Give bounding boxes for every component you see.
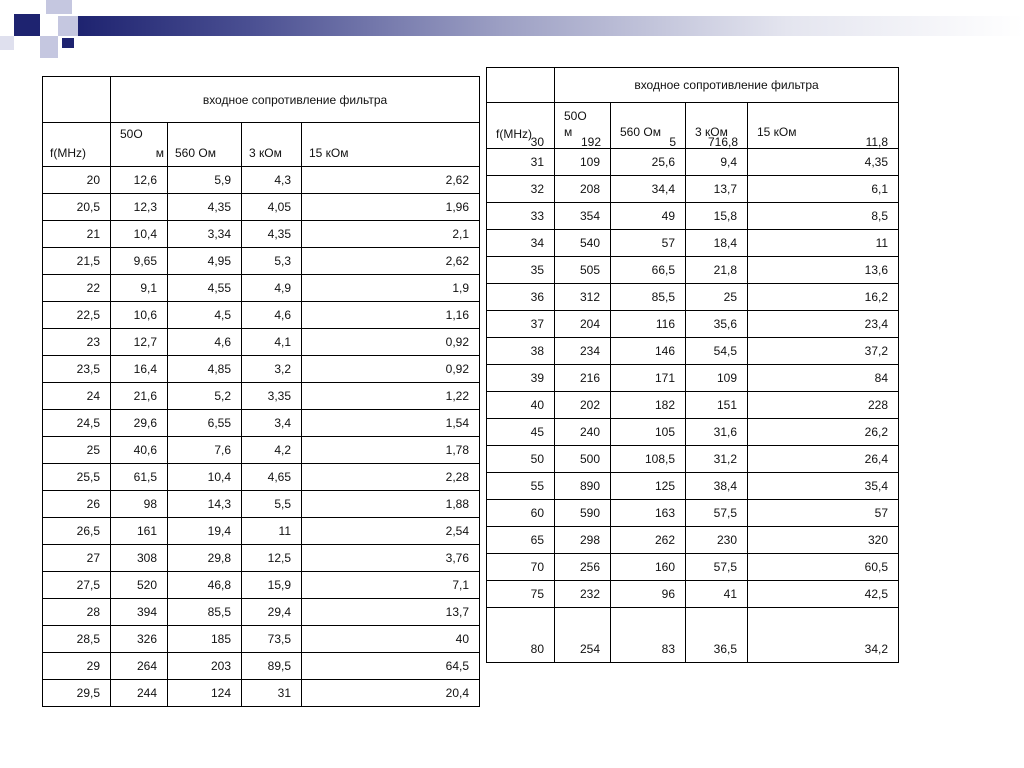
table-cell: 1,54 [302, 410, 480, 437]
decor-square-light [58, 16, 78, 36]
table-cell: 15,9 [242, 572, 302, 599]
table-cell: 9,4 [686, 149, 748, 176]
ohm50-header-bottom: м [564, 125, 573, 139]
table-row [487, 554, 899, 581]
table-cell: 125 [611, 473, 686, 500]
table-cell: 38,4 [686, 473, 748, 500]
table-cell: 26 [43, 491, 111, 518]
table-cell: 10,4 [111, 221, 168, 248]
table-cell: 116 [611, 311, 686, 338]
table-cell: 4,35 [242, 221, 302, 248]
table-cell: 25,6 [611, 149, 686, 176]
table-row [487, 446, 899, 473]
table-row [487, 311, 899, 338]
table-cell: 230 [686, 527, 748, 554]
decor-square-dark [14, 14, 40, 36]
table-cell: 208 [555, 176, 611, 203]
table-cell: 108,5 [611, 446, 686, 473]
table-cell: 5,2 [168, 383, 242, 410]
table-cell: 31,2 [686, 446, 748, 473]
table-cell: 890 [555, 473, 611, 500]
table-cell: 1,16 [302, 302, 480, 329]
table-row [487, 338, 899, 365]
table-cell: 160 [611, 554, 686, 581]
table-cell: 312 [555, 284, 611, 311]
table-row [487, 284, 899, 311]
table-cell: 500 [555, 446, 611, 473]
table-cell: 50 [487, 446, 555, 473]
table-cell: 185 [168, 626, 242, 653]
table-cell: 520 [111, 572, 168, 599]
table-cell: 1,78 [302, 437, 480, 464]
table-cell: 232 [555, 581, 611, 608]
table-cell: 2,62 [302, 167, 480, 194]
table-cell: 26,4 [748, 446, 899, 473]
ohm50-header [111, 123, 168, 167]
table-cell: 31 [487, 149, 555, 176]
table-row [43, 383, 480, 410]
table-cell: 55 [487, 473, 555, 500]
table-cell: 171 [611, 365, 686, 392]
table-cell: 16,4 [111, 356, 168, 383]
kohm15-header-cell [748, 103, 899, 149]
table-cell: 29,4 [242, 599, 302, 626]
table-row [487, 203, 899, 230]
table-cell: 25,5 [43, 464, 111, 491]
table-row [487, 149, 899, 176]
table-cell: 12,6 [111, 167, 168, 194]
table-cell: 3,34 [168, 221, 242, 248]
table-row [487, 176, 899, 203]
table-cell: 80 [487, 608, 555, 663]
table-row [43, 491, 480, 518]
table-cell: 4,55 [168, 275, 242, 302]
table-cell: 4,3 [242, 167, 302, 194]
table-cell: 57,5 [686, 500, 748, 527]
table-row [43, 356, 480, 383]
table-cell: 540 [555, 230, 611, 257]
table-row [487, 392, 899, 419]
table-cell: 264 [111, 653, 168, 680]
table-cell: 27,5 [43, 572, 111, 599]
decor-square-dark [62, 38, 74, 48]
table-cell: 31 [242, 680, 302, 707]
kohm3-header-cell [686, 103, 748, 149]
table-cell: 61,5 [111, 464, 168, 491]
table-row [43, 599, 480, 626]
table-cell: 85,5 [611, 284, 686, 311]
table-cell: 96 [611, 581, 686, 608]
table-cell: 27 [43, 545, 111, 572]
kohm3-header: 3 кОм [695, 125, 728, 139]
table-cell: 4,1 [242, 329, 302, 356]
kohm15-header: 15 кОм [302, 123, 480, 167]
decor-square-light [0, 36, 14, 50]
table-cell: 105 [611, 419, 686, 446]
table-cell: 23,5 [43, 356, 111, 383]
table-cell: 11 [748, 230, 899, 257]
table-cell: 3,76 [302, 545, 480, 572]
table-cell: 35,4 [748, 473, 899, 500]
table-cell: 11 [242, 518, 302, 545]
first-row-ohm50: 192 [580, 135, 601, 149]
left-data-table [42, 76, 480, 707]
table-row [43, 518, 480, 545]
kohm3-header: 3 кОм [242, 123, 302, 167]
table-cell: 42,5 [748, 581, 899, 608]
table-cell: 10,6 [111, 302, 168, 329]
table-row [43, 302, 480, 329]
table-cell: 14,3 [168, 491, 242, 518]
table-cell: 1,96 [302, 194, 480, 221]
table-cell: 57 [611, 230, 686, 257]
table-cell: 9,1 [111, 275, 168, 302]
table-row [43, 437, 480, 464]
table-cell: 19,4 [168, 518, 242, 545]
table-cell: 240 [555, 419, 611, 446]
table-cell: 1,88 [302, 491, 480, 518]
table-cell: 16,2 [748, 284, 899, 311]
table-cell: 256 [555, 554, 611, 581]
table-cell: 54,5 [686, 338, 748, 365]
table-cell: 26,5 [43, 518, 111, 545]
table-cell: 37 [487, 311, 555, 338]
table-cell: 4,6 [242, 302, 302, 329]
table-caption: входное сопротивление фильтра [555, 68, 899, 103]
ohm50-header-cell [555, 103, 611, 149]
table-cell: 2,28 [302, 464, 480, 491]
table-cell: 39 [487, 365, 555, 392]
table-cell: 4,5 [168, 302, 242, 329]
right-data-table [486, 67, 899, 663]
table-row [487, 608, 899, 663]
table-row [43, 680, 480, 707]
table-cell: 22,5 [43, 302, 111, 329]
table-cell: 12,5 [242, 545, 302, 572]
table-cell: 4,05 [242, 194, 302, 221]
table-cell: 23,4 [748, 311, 899, 338]
table-cell: 3,2 [242, 356, 302, 383]
table-cell: 320 [748, 527, 899, 554]
table-cell: 7,1 [302, 572, 480, 599]
table-row [43, 167, 480, 194]
table-cell: 21,8 [686, 257, 748, 284]
table-cell: 204 [555, 311, 611, 338]
table-cell: 6,1 [748, 176, 899, 203]
table-cell: 13,6 [748, 257, 899, 284]
decor-square-light [40, 36, 58, 58]
table-row [487, 230, 899, 257]
table-cell: 29,5 [43, 680, 111, 707]
table-cell: 10,4 [168, 464, 242, 491]
table-cell: 37,2 [748, 338, 899, 365]
table-cell: 1,22 [302, 383, 480, 410]
table-row [487, 581, 899, 608]
table-cell: 326 [111, 626, 168, 653]
table-cell: 35,6 [686, 311, 748, 338]
table-row [43, 464, 480, 491]
table-row [43, 653, 480, 680]
table-cell: 228 [748, 392, 899, 419]
table-cell: 2,62 [302, 248, 480, 275]
first-row-ohm560: 5 [669, 135, 676, 149]
table-row [487, 473, 899, 500]
table-cell: 83 [611, 608, 686, 663]
table-cell: 41 [686, 581, 748, 608]
table-cell: 12,7 [111, 329, 168, 356]
table-cell: 66,5 [611, 257, 686, 284]
table-row [43, 545, 480, 572]
table-cell: 6,55 [168, 410, 242, 437]
table-cell: 40 [487, 392, 555, 419]
table-cell: 21,6 [111, 383, 168, 410]
corner-cell [43, 77, 111, 123]
corner-cell [487, 68, 555, 103]
table-cell: 70 [487, 554, 555, 581]
table-caption: входное сопротивление фильтра [111, 77, 480, 123]
freq-header: f(MHz) [496, 127, 532, 141]
table-cell: 46,8 [168, 572, 242, 599]
table-cell: 26,2 [748, 419, 899, 446]
table-cell: 0,92 [302, 329, 480, 356]
table-cell: 25 [686, 284, 748, 311]
table-cell: 5,9 [168, 167, 242, 194]
table-row [43, 572, 480, 599]
table-cell: 590 [555, 500, 611, 527]
table-cell: 40,6 [111, 437, 168, 464]
table-cell: 151 [686, 392, 748, 419]
table-cell: 15,8 [686, 203, 748, 230]
table-cell: 40 [302, 626, 480, 653]
table-cell: 109 [555, 149, 611, 176]
table-cell: 0,92 [302, 356, 480, 383]
table-cell: 8,5 [748, 203, 899, 230]
table-row [487, 365, 899, 392]
table-cell: 9,65 [111, 248, 168, 275]
table-cell: 28 [43, 599, 111, 626]
table-cell: 20,4 [302, 680, 480, 707]
table-cell: 4,85 [168, 356, 242, 383]
table-row [43, 626, 480, 653]
table-cell: 34 [487, 230, 555, 257]
table-cell: 65 [487, 527, 555, 554]
table-cell: 4,65 [242, 464, 302, 491]
table-row [487, 419, 899, 446]
table-cell: 146 [611, 338, 686, 365]
first-row-freq: 30 [530, 135, 544, 149]
table-cell: 244 [111, 680, 168, 707]
table-cell: 2,1 [302, 221, 480, 248]
table-cell: 34,2 [748, 608, 899, 663]
decor-square-light [46, 0, 72, 14]
table-cell: 60,5 [748, 554, 899, 581]
table-row [487, 500, 899, 527]
table-cell: 182 [611, 392, 686, 419]
first-row-kohm15: 11,8 [865, 135, 889, 149]
table-cell: 57 [748, 500, 899, 527]
table-cell: 20,5 [43, 194, 111, 221]
ohm50-header-top: 50О [120, 127, 143, 141]
freq-header: f(MHz) [43, 123, 111, 167]
first-row-kohm3: 716,8 [707, 135, 738, 149]
table-cell: 4,6 [168, 329, 242, 356]
table-cell: 73,5 [242, 626, 302, 653]
ohm50-header-top: 50О [564, 109, 587, 123]
table-cell: 32 [487, 176, 555, 203]
table-cell: 3,4 [242, 410, 302, 437]
table-cell: 262 [611, 527, 686, 554]
table-cell: 31,6 [686, 419, 748, 446]
table-cell: 22 [43, 275, 111, 302]
freq-header-cell [487, 103, 555, 149]
table-cell: 28,5 [43, 626, 111, 653]
table-row [487, 527, 899, 554]
table-cell: 298 [555, 527, 611, 554]
table-cell: 89,5 [242, 653, 302, 680]
table-cell: 29,6 [111, 410, 168, 437]
table-cell: 13,7 [302, 599, 480, 626]
table-cell: 20 [43, 167, 111, 194]
ohm560-header: 560 Ом [168, 123, 242, 167]
table-cell: 109 [686, 365, 748, 392]
table-cell: 36,5 [686, 608, 748, 663]
table-cell: 254 [555, 608, 611, 663]
table-cell: 36 [487, 284, 555, 311]
table-cell: 3,35 [242, 383, 302, 410]
table-cell: 49 [611, 203, 686, 230]
table-cell: 5,5 [242, 491, 302, 518]
table-cell: 308 [111, 545, 168, 572]
table-cell: 4,2 [242, 437, 302, 464]
table-cell: 75 [487, 581, 555, 608]
ohm560-header-cell [611, 103, 686, 149]
table-cell: 45 [487, 419, 555, 446]
table-cell: 394 [111, 599, 168, 626]
table-cell: 216 [555, 365, 611, 392]
table-cell: 4,35 [168, 194, 242, 221]
table-cell: 5,3 [242, 248, 302, 275]
table-cell: 163 [611, 500, 686, 527]
table-cell: 35 [487, 257, 555, 284]
table-cell: 203 [168, 653, 242, 680]
table-cell: 85,5 [168, 599, 242, 626]
table-cell: 161 [111, 518, 168, 545]
table-row [487, 257, 899, 284]
table-cell: 4,9 [242, 275, 302, 302]
table-cell: 60 [487, 500, 555, 527]
table-cell: 1,9 [302, 275, 480, 302]
decor-header-bar [78, 16, 1024, 36]
table-cell: 7,6 [168, 437, 242, 464]
ohm560-header: 560 Ом [620, 125, 661, 139]
table-cell: 98 [111, 491, 168, 518]
table-cell: 64,5 [302, 653, 480, 680]
table-row [43, 275, 480, 302]
table-cell: 84 [748, 365, 899, 392]
table-row [43, 329, 480, 356]
table-cell: 2,54 [302, 518, 480, 545]
table-cell: 18,4 [686, 230, 748, 257]
table-row [43, 194, 480, 221]
kohm15-header: 15 кОм [757, 125, 797, 139]
table-cell: 4,35 [748, 149, 899, 176]
table-cell: 202 [555, 392, 611, 419]
ohm50-header-bottom: м [155, 146, 164, 160]
table-cell: 24 [43, 383, 111, 410]
table-row [43, 410, 480, 437]
table-cell: 33 [487, 203, 555, 230]
table-cell: 25 [43, 437, 111, 464]
table-cell: 38 [487, 338, 555, 365]
table-cell: 29 [43, 653, 111, 680]
table-cell: 12,3 [111, 194, 168, 221]
table-cell: 21 [43, 221, 111, 248]
table-cell: 505 [555, 257, 611, 284]
table-cell: 24,5 [43, 410, 111, 437]
table-cell: 4,95 [168, 248, 242, 275]
table-cell: 29,8 [168, 545, 242, 572]
table-cell: 34,4 [611, 176, 686, 203]
table-cell: 234 [555, 338, 611, 365]
table-cell: 23 [43, 329, 111, 356]
table-cell: 354 [555, 203, 611, 230]
table-cell: 13,7 [686, 176, 748, 203]
table-row [43, 221, 480, 248]
table-cell: 57,5 [686, 554, 748, 581]
table-cell: 124 [168, 680, 242, 707]
table-cell: 21,5 [43, 248, 111, 275]
table-row [43, 248, 480, 275]
